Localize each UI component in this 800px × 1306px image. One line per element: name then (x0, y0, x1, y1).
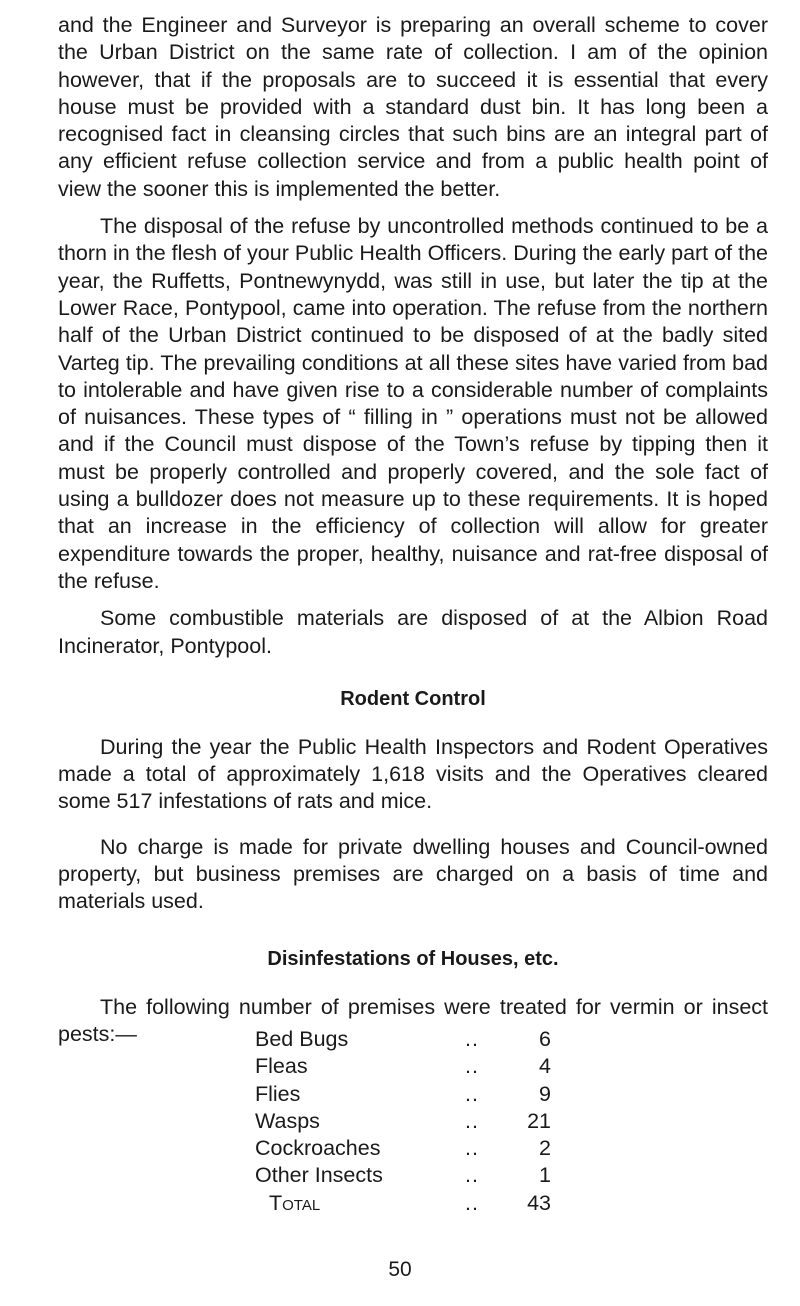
paragraph-refuse-collection: and the Engineer and Surveyor is preparing an overall scheme to cover the Urban District on the same rate of collection. I am of the opinion however, that if the proposals are to succeed it is essential that every house must be provided with a standard dust bin. It has long been a recognised fact in cleansing circles that such bins are an integral part of any efficient refuse collection service and from a public health point of view the sooner this is implemented the better. (58, 13, 768, 201)
table-row (255, 1081, 551, 1108)
dot-leader: .. (465, 1136, 479, 1161)
table-row (255, 1135, 551, 1162)
dot-leader: .. (465, 1163, 479, 1188)
pest-name: Fleas (255, 1054, 308, 1079)
table-row (255, 1026, 551, 1053)
total-row (255, 1190, 551, 1217)
pest-count: 6 (539, 1027, 551, 1051)
paragraph-rodent-visits: During the year the Public Health Inspectors and Rodent Operatives made a total of approximately 1,618 visits and the Operatives cleared some 517 infestations of rats and mice. (58, 734, 768, 814)
pest-count: 9 (539, 1081, 551, 1106)
paragraph-incinerator: Some combustible materials are disposed of at the Albion Road Incinerator, Pontypool. (58, 606, 768, 658)
pest-name: Cockroaches (255, 1136, 381, 1161)
paragraph-rodent-charges: No charge is made for private dwelling houses and Council-owned property, but business premises are charged on a basis of time and materials used. (58, 834, 768, 914)
pest-count: 1 (539, 1163, 551, 1188)
dot-leader: .. (465, 1054, 479, 1079)
pest-name: Wasps (255, 1108, 320, 1133)
paragraph-refuse-disposal: The disposal of the refuse by uncontrolled methods continued to be a thorn in the flesh of your Public Health Officers. During the early part of the year, the Ruffetts, Pontnewynydd, was still in use, but later the tip at the Lower Race, Pontypool, came into operation. The refuse from the northern half of the Urban District continued to be disposed of at the badly sited Varteg tip. The prevailing conditions at all these sites have varied from bad to intolerable and have given rise to a considerable number of complaints of nuisances. These types of “ filling in ” operations must not be allowed and if the Council must dispose of the Town’s refuse by tipping then it must be properly controlled and properly covered, and the sole fact of using a bulldozer does not measure up to these requirements. It is hoped that an increase in the efficiency of collection will allow for greater expenditure towards the proper, healthy, nuisance and rat-free disposal of the refuse. (58, 214, 768, 593)
pest-count: 2 (539, 1136, 551, 1161)
page-number: 50 (388, 1258, 412, 1281)
pest-count: 21 (527, 1108, 551, 1133)
table-row (255, 1162, 551, 1189)
table-row (255, 1108, 551, 1135)
heading-rodent-control: Rodent Control (340, 687, 486, 710)
pest-name: Other Insects (255, 1163, 383, 1188)
total-label: Total (269, 1190, 321, 1215)
pest-name: Bed Bugs (255, 1027, 349, 1051)
dot-leader: .. (465, 1190, 479, 1215)
document-page (58, 12, 768, 1048)
dot-leader: .. (465, 1027, 479, 1051)
paragraph-disinfestation-intro: The following number of premises were treated for vermin or insect pests:— (58, 994, 768, 1046)
pest-count: 4 (539, 1054, 551, 1079)
total-count: 43 (527, 1190, 551, 1215)
pests-table (255, 1026, 551, 1217)
dot-leader: .. (465, 1108, 479, 1133)
pest-name: Flies (255, 1081, 301, 1106)
table-row (255, 1053, 551, 1080)
dot-leader: .. (465, 1081, 479, 1106)
heading-disinfestations: Disinfestations of Houses, etc. (267, 947, 559, 970)
